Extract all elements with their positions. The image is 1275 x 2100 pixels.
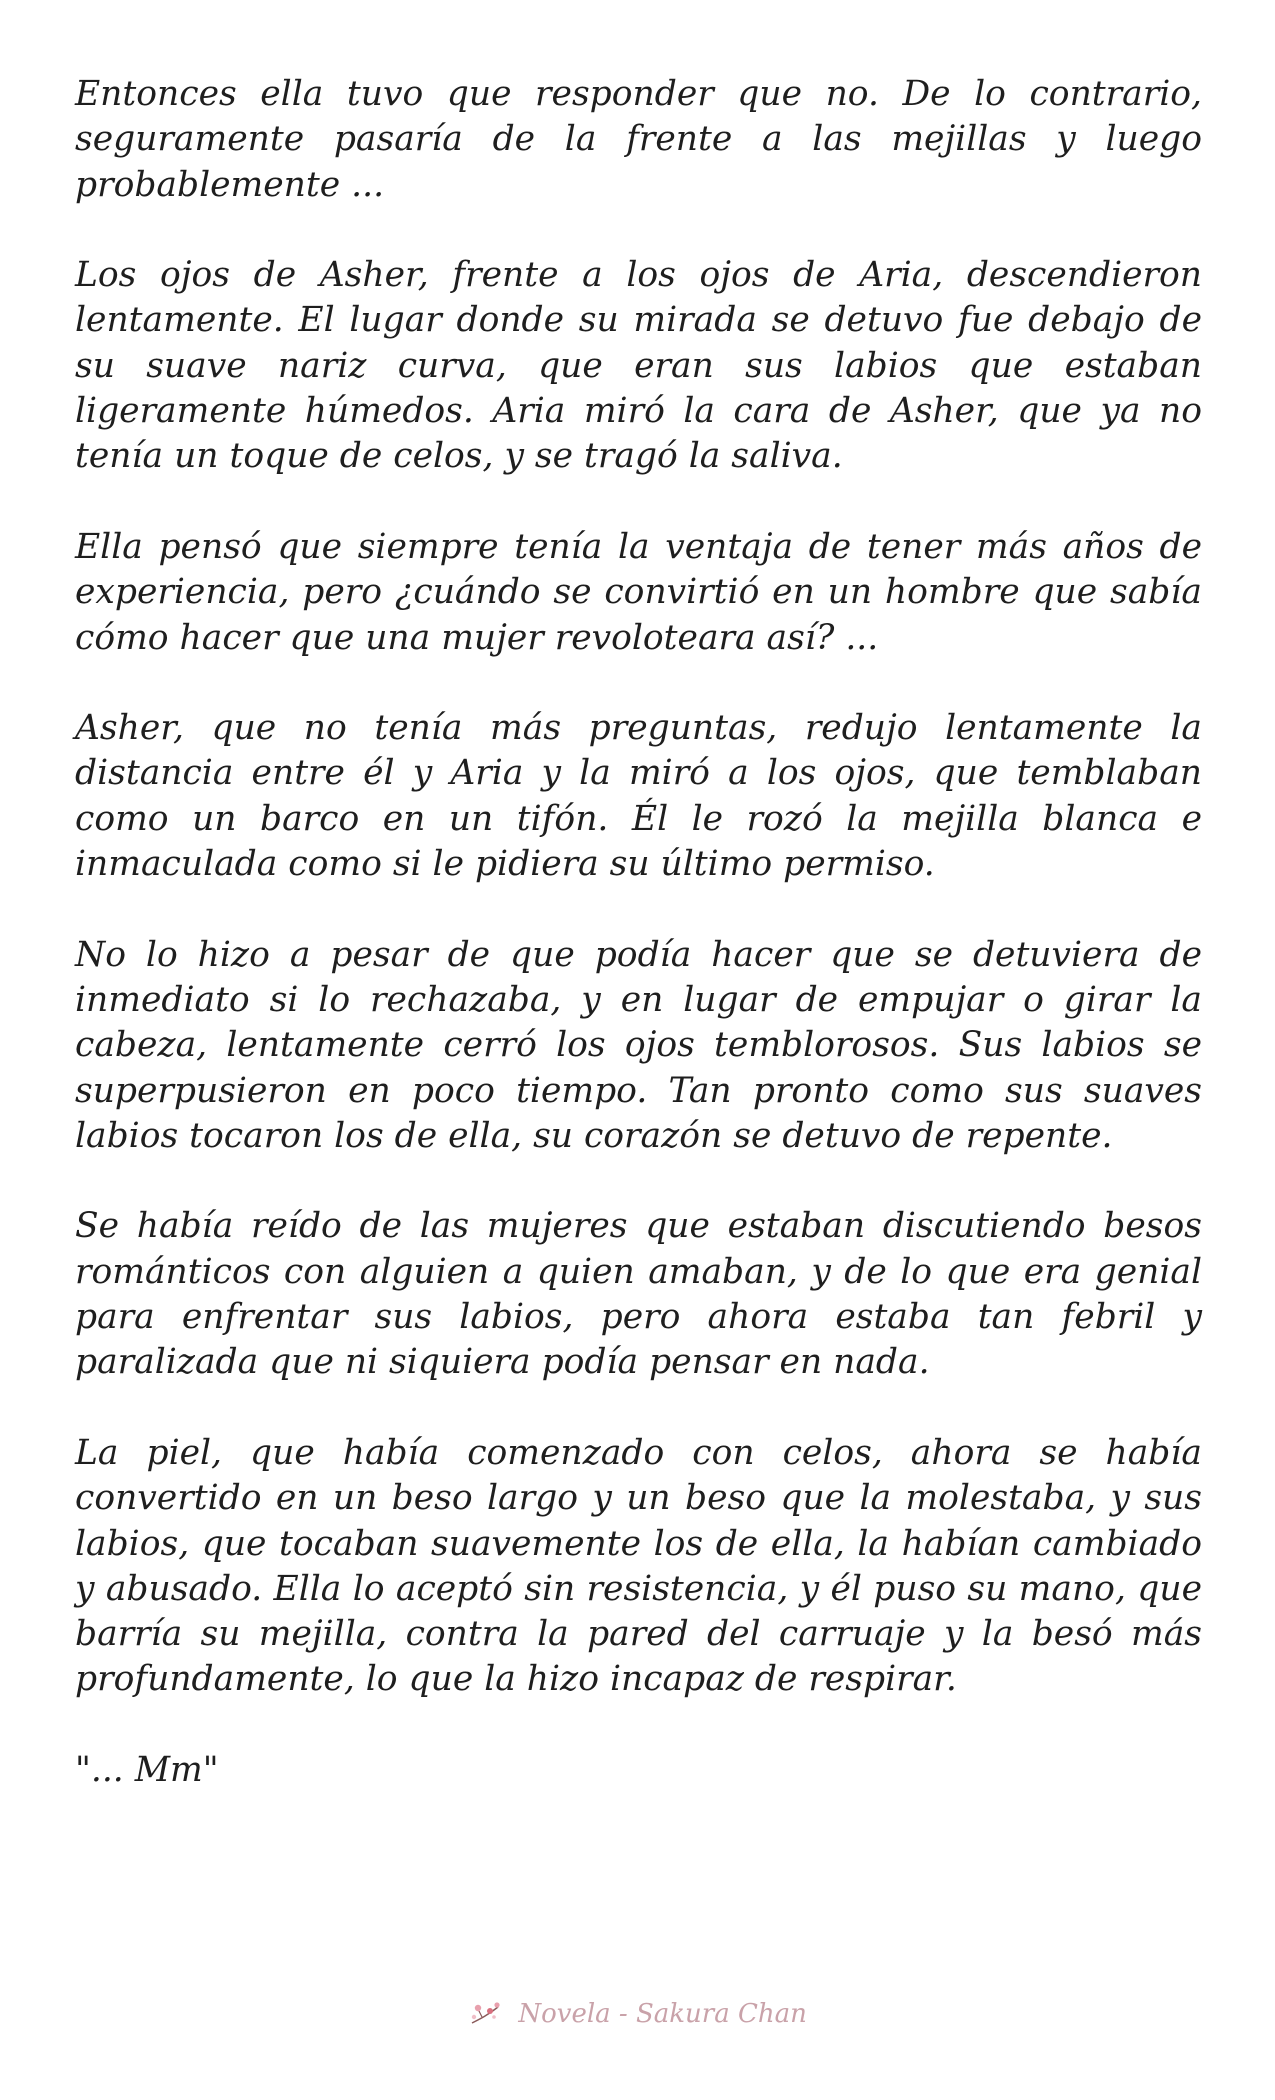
paragraph-7: La piel, que había comenzado con celos, ahora se había convertido en un beso largo y un beso que la molestaba, y sus labios, que tocaban suavemente los de ella, la habían cambiado y abusado. Ella lo aceptó sin resistencia, y él puso su mano, que barría su mejilla, contra la pared del carruaje y la besó más profundamente, lo que la hizo incapaz de respirar. <box>75 1432 1202 1700</box>
paragraph-2: Los ojos de Asher, frente a los ojos de Aria, descendieron lentamente. El lugar donde su mirada se detuvo fue debajo de su suave nariz curva, que eran sus labios que estaban ligeramente húmedos. Aria miró la cara de Asher, que ya no tenía un toque de celos, y se tragó la saliva. <box>75 255 1202 477</box>
watermark-text: Novela - Sakura Chan <box>518 1999 807 2029</box>
paragraph-8: "... Mm" <box>75 1749 219 1790</box>
paragraph-3: Ella pensó que siempre tenía la ventaja de tener más años de experiencia, pero ¿cuándo se convirtió en un hombre que sabía cómo hacer que una mujer revoloteara así? ... <box>75 526 1202 658</box>
watermark-footer <box>0 1998 1275 2029</box>
document-body <box>75 72 1202 1793</box>
paragraph-6: Se había reído de las mujeres que estaban discutiendo besos románticos con alguien a quien amaban, y de lo que era genial para enfrentar sus labios, pero ahora estaba tan febril y paralizada que ni siquiera podía pensar en nada. <box>75 1206 1202 1383</box>
paragraph-1: Entonces ella tuvo que responder que no. De lo contrario, seguramente pasaría de la frente a las mejillas y luego probablemente ... <box>75 74 1202 205</box>
cherry-blossom-icon <box>468 1999 504 2029</box>
paragraph-4: Asher, que no tenía más preguntas, redujo lentamente la distancia entre él y Aria y la miró a los ojos, que temblaban como un barco en un tifón. Él le rozó la mejilla blanca e inmaculada como si le pidiera su último permiso. <box>75 708 1202 885</box>
paragraph-5: No lo hizo a pesar de que podía hacer que se detuviera de inmediato si lo rechazaba, y en lugar de empujar o girar la cabeza, lentamente cerró los ojos temblorosos. Sus labios se superpusieron en poco tiempo. Tan pronto como sus suaves labios tocaron los de ella, su corazón se detuvo de repente. <box>75 934 1202 1156</box>
